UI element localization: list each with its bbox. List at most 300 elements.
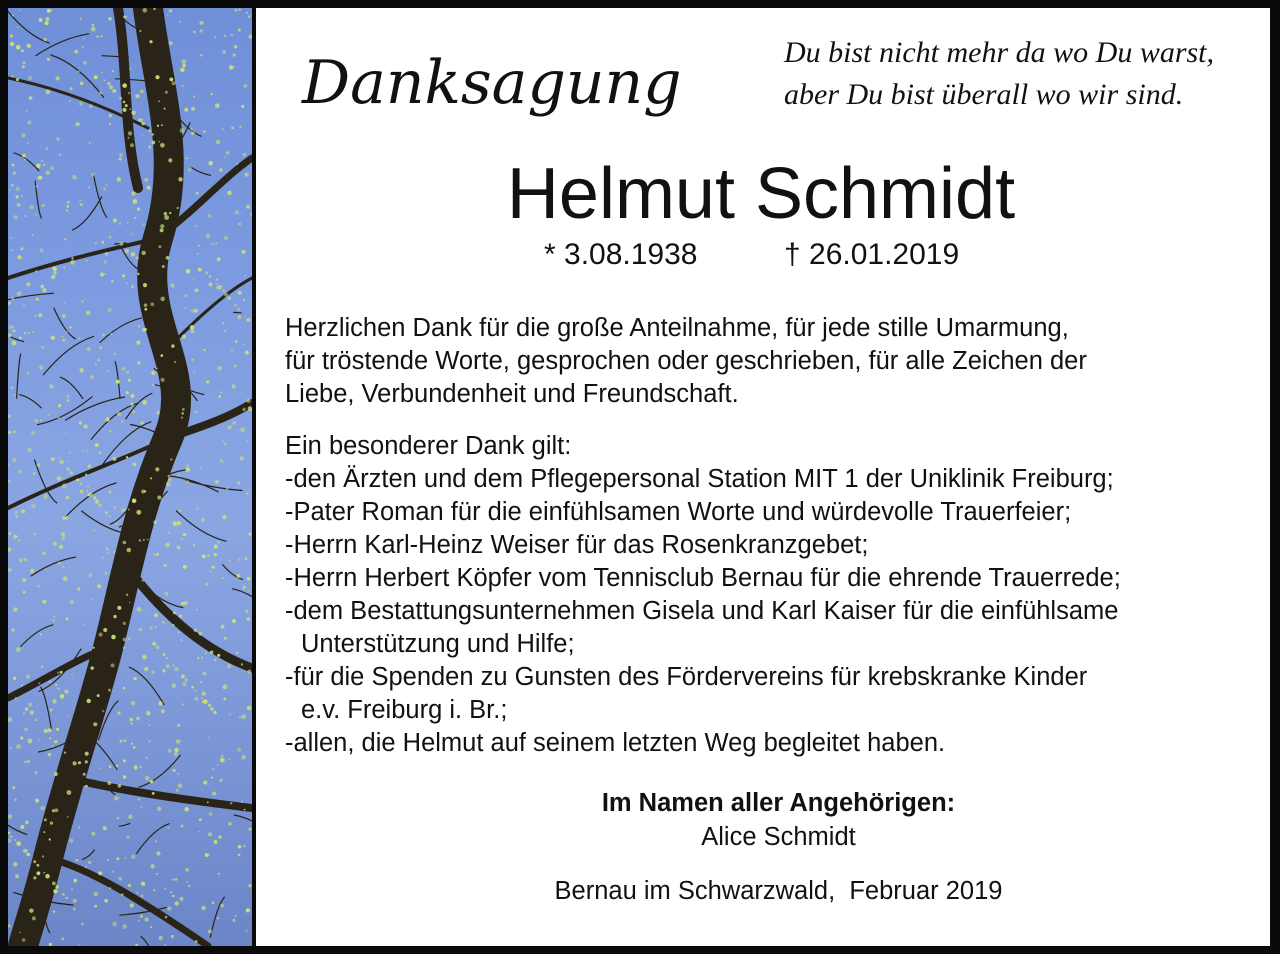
leaf-dot bbox=[196, 192, 199, 195]
leaf-dot bbox=[51, 336, 56, 341]
leaf-dot bbox=[234, 365, 237, 368]
leaf-dot bbox=[27, 760, 30, 763]
tree-twig bbox=[14, 153, 39, 171]
leaf-dot bbox=[209, 275, 212, 278]
leaf-dot bbox=[89, 104, 93, 108]
leaf-dot bbox=[8, 415, 11, 418]
leaf-dot bbox=[162, 653, 165, 656]
leaf-dot bbox=[185, 868, 189, 872]
leaf-dot bbox=[157, 411, 160, 414]
leaf-dot bbox=[143, 539, 145, 541]
leaf-dot bbox=[217, 541, 220, 544]
leaf-dot bbox=[136, 256, 139, 259]
leaf-dot bbox=[241, 801, 243, 803]
tree-branch bbox=[178, 278, 252, 338]
leaf-dot bbox=[24, 332, 26, 334]
leaf-dot bbox=[57, 476, 62, 481]
leaf-dot bbox=[20, 825, 24, 829]
leaf-dot bbox=[127, 548, 132, 553]
leaf-dot bbox=[200, 21, 204, 25]
leaf-dot bbox=[49, 737, 51, 739]
leaf-dot bbox=[31, 431, 35, 435]
leaf-dot bbox=[123, 108, 127, 112]
leaf-dot bbox=[205, 583, 208, 586]
tree-twig bbox=[82, 511, 128, 534]
leaf-dot bbox=[217, 366, 221, 370]
leaf-dot bbox=[41, 346, 44, 349]
leaf-dot bbox=[166, 256, 170, 260]
list-item: -für die Spenden zu Gunsten des Fördervereins für krebskranke Kinder bbox=[285, 663, 1088, 691]
leaf-dot bbox=[46, 147, 49, 150]
leaf-dot bbox=[16, 647, 21, 652]
leaf-dot bbox=[172, 879, 174, 881]
leaf-dot bbox=[62, 537, 66, 541]
leaf-dot bbox=[238, 845, 242, 849]
leaf-dot bbox=[86, 785, 88, 787]
leaf-dot bbox=[52, 620, 54, 622]
leaf-dot bbox=[66, 897, 68, 899]
memorial-quote bbox=[784, 32, 1254, 116]
leaf-dot bbox=[103, 826, 107, 830]
leaf-dot bbox=[243, 845, 245, 847]
leaf-dot bbox=[66, 209, 69, 212]
leaf-dot bbox=[131, 743, 133, 745]
leaf-dot bbox=[103, 628, 107, 632]
leaf-dot bbox=[138, 920, 140, 922]
leaf-dot bbox=[147, 539, 149, 541]
thanks-line: Herzlichen Dank für die große Anteilnahme, für jede stille Umarmung, bbox=[285, 314, 1069, 342]
leaf-dot bbox=[51, 10, 53, 12]
signoff-heading: Im Namen aller Angehörigen: bbox=[601, 789, 956, 817]
leaf-dot bbox=[93, 496, 96, 499]
leaf-dot bbox=[49, 943, 52, 946]
leaf-dot bbox=[196, 508, 198, 510]
leaf-dot bbox=[157, 807, 161, 811]
leaf-dot bbox=[118, 797, 120, 799]
list-item: -dem Bestattungsunternehmen Gisela und Karl Kaiser für die einfühlsame bbox=[285, 597, 1119, 625]
leaf-dot bbox=[231, 349, 233, 351]
tree-branch bbox=[48, 858, 208, 946]
leaf-dot bbox=[40, 248, 44, 252]
leaf-dot bbox=[202, 692, 206, 696]
tree-branch bbox=[8, 238, 158, 278]
leaf-dot bbox=[114, 506, 116, 508]
leaf-dot bbox=[95, 500, 99, 504]
leaf-dot bbox=[198, 268, 202, 272]
leaf-dot bbox=[116, 380, 120, 384]
leaf-dot bbox=[211, 243, 213, 245]
leaf-dot bbox=[142, 579, 145, 582]
leaf-dot bbox=[32, 234, 34, 236]
leaf-dot bbox=[131, 285, 134, 288]
leaf-dot bbox=[246, 205, 250, 209]
leaf-dot bbox=[179, 897, 183, 901]
leaf-dot bbox=[121, 420, 124, 423]
leaf-dot bbox=[67, 201, 70, 204]
leaf-dot bbox=[201, 906, 205, 910]
leaf-dot bbox=[105, 184, 107, 186]
leaf-dot bbox=[218, 873, 220, 875]
thanks-line: Liebe, Verbundenheit und Freundschaft. bbox=[285, 380, 739, 408]
leaf-dot bbox=[50, 709, 53, 712]
leaf-dot bbox=[45, 89, 50, 94]
leaf-dot bbox=[203, 780, 207, 784]
leaf-dot bbox=[234, 915, 236, 917]
leaf-dot bbox=[181, 674, 185, 678]
leaf-dot bbox=[67, 790, 72, 795]
leaf-dot bbox=[62, 893, 65, 896]
leaf-dot bbox=[123, 638, 127, 642]
leaf-dot bbox=[61, 532, 65, 536]
tree-twig bbox=[38, 397, 93, 425]
leaf-dot bbox=[181, 417, 183, 419]
leaf-dot bbox=[39, 739, 41, 741]
leaf-dot bbox=[28, 703, 32, 707]
leaf-dot bbox=[247, 577, 251, 581]
leaf-dot bbox=[122, 274, 125, 277]
leaf-dot bbox=[104, 273, 106, 275]
tree-twig bbox=[21, 625, 53, 647]
leaf-dot bbox=[171, 344, 174, 347]
notice-title: Danksagung bbox=[302, 48, 682, 118]
leaf-dot bbox=[155, 467, 159, 471]
list-item: -Herrn Herbert Köpfer vom Tennisclub Bernau für die ehrende Trauerrede; bbox=[285, 564, 1121, 592]
leaf-dot bbox=[60, 671, 63, 674]
leaf-dot bbox=[220, 904, 224, 908]
leaf-dot bbox=[42, 288, 46, 292]
leaf-dot bbox=[176, 789, 179, 792]
leaf-dot bbox=[83, 424, 87, 428]
leaf-dot bbox=[232, 919, 235, 922]
leaf-dot bbox=[136, 341, 140, 345]
leaf-dot bbox=[130, 903, 134, 907]
leaf-dot bbox=[38, 313, 42, 317]
leaf-dot bbox=[178, 177, 182, 181]
leaf-dot bbox=[12, 341, 17, 346]
leaf-dot bbox=[235, 210, 239, 214]
leaf-dot bbox=[8, 431, 12, 435]
leaf-dot bbox=[73, 908, 76, 911]
leaf-dot bbox=[64, 303, 66, 305]
leaf-dot bbox=[12, 329, 15, 332]
leaf-dot bbox=[109, 515, 111, 517]
leaf-dot bbox=[244, 275, 246, 277]
leaf-dot bbox=[97, 694, 100, 697]
leaf-dot bbox=[227, 664, 231, 668]
leaf-dot bbox=[131, 192, 135, 196]
tree-twig bbox=[170, 476, 219, 492]
leaf-dot bbox=[201, 697, 203, 699]
leaf-dot bbox=[82, 46, 84, 48]
leaf-dot bbox=[185, 294, 188, 297]
leaf-dot bbox=[215, 103, 220, 108]
leaf-dot bbox=[14, 394, 16, 396]
tree-twig bbox=[141, 937, 157, 946]
leaf-dot bbox=[232, 619, 236, 623]
leaf-dot bbox=[186, 480, 189, 483]
leaf-dot bbox=[238, 315, 242, 319]
leaf-dot bbox=[87, 493, 90, 496]
leaf-dot bbox=[70, 471, 74, 475]
leaf-dot bbox=[10, 835, 13, 838]
quote-line-1: Du bist nicht mehr da wo Du warst, bbox=[784, 36, 1215, 69]
leaf-dot bbox=[238, 558, 241, 561]
leaf-dot bbox=[221, 625, 225, 629]
leaf-dot bbox=[201, 657, 203, 659]
leaf-dot bbox=[18, 539, 21, 542]
leaf-dot bbox=[174, 361, 176, 363]
leaf-dot bbox=[179, 614, 182, 617]
leaf-dot bbox=[212, 901, 215, 904]
leaf-dot bbox=[130, 108, 132, 110]
leaf-dot bbox=[24, 558, 27, 561]
leaf-dot bbox=[131, 111, 136, 116]
leaf-dot bbox=[177, 207, 179, 209]
leaf-dot bbox=[217, 654, 220, 657]
leaf-dot bbox=[12, 75, 14, 77]
leaf-dot bbox=[186, 464, 188, 466]
leaf-dot bbox=[87, 486, 89, 488]
leaf-dot bbox=[76, 479, 79, 482]
leaf-dot bbox=[138, 325, 141, 328]
leaf-dot bbox=[29, 96, 33, 100]
leaf-dot bbox=[119, 242, 123, 246]
leaf-dot bbox=[222, 128, 224, 130]
leaf-dot bbox=[94, 905, 97, 908]
leaf-dot bbox=[95, 242, 97, 244]
leaf-dot bbox=[173, 665, 175, 667]
leaf-dot bbox=[238, 308, 240, 310]
tree-twig bbox=[36, 34, 89, 56]
leaf-dot bbox=[23, 713, 25, 715]
leaf-dot bbox=[44, 729, 48, 733]
tree-twig bbox=[66, 483, 117, 517]
leaf-dot bbox=[171, 935, 174, 938]
leaf-dot bbox=[91, 666, 94, 669]
leaf-dot bbox=[8, 839, 12, 843]
leaf-dot bbox=[130, 403, 133, 406]
leaf-dot bbox=[178, 631, 180, 633]
leaf-dot bbox=[236, 163, 238, 165]
leaf-dot bbox=[228, 758, 230, 760]
leaf-dot bbox=[144, 303, 148, 307]
leaf-dot bbox=[112, 871, 114, 873]
leaf-dot bbox=[55, 885, 58, 888]
leaf-dot bbox=[151, 141, 155, 145]
leaf-dot bbox=[106, 417, 110, 421]
leaf-dot bbox=[21, 195, 23, 197]
leaf-dot bbox=[25, 707, 28, 710]
leaf-dot bbox=[43, 38, 46, 41]
leaf-dot bbox=[52, 745, 54, 747]
leaf-dot bbox=[166, 657, 169, 660]
leaf-dot bbox=[109, 236, 112, 239]
leaf-dot bbox=[83, 61, 87, 65]
leaf-dot bbox=[141, 882, 145, 886]
leaf-dot bbox=[111, 635, 116, 640]
leaf-dot bbox=[64, 752, 66, 754]
tree-twig bbox=[176, 511, 226, 541]
leaf-dot bbox=[11, 184, 14, 187]
leaf-dot bbox=[142, 655, 147, 660]
place-and-date: Bernau im Schwarzwald, Februar 2019 bbox=[554, 877, 1003, 905]
leaf-dot bbox=[190, 128, 192, 130]
leaf-dot bbox=[105, 511, 108, 514]
leaf-dot bbox=[41, 160, 43, 162]
leaf-dot bbox=[43, 831, 45, 833]
leaf-dot bbox=[13, 171, 16, 174]
leaf-dot bbox=[164, 945, 166, 947]
leaf-dot bbox=[13, 862, 18, 867]
leaf-dot bbox=[179, 510, 181, 512]
leaf-dot bbox=[78, 71, 80, 73]
leaf-dot bbox=[22, 154, 26, 158]
leaf-dot bbox=[213, 840, 217, 844]
leaf-dot bbox=[91, 27, 96, 32]
leaf-dot bbox=[248, 884, 251, 887]
leaf-dot bbox=[160, 228, 164, 232]
leaf-dot bbox=[15, 511, 19, 515]
leaf-dot bbox=[27, 142, 29, 144]
leaf-dot bbox=[57, 417, 59, 419]
leaf-dot bbox=[81, 923, 84, 926]
leaf-dot bbox=[27, 44, 31, 48]
leaf-dot bbox=[194, 371, 196, 373]
leaf-dot bbox=[246, 318, 251, 323]
leaf-dot bbox=[55, 684, 57, 686]
leaf-dot bbox=[71, 674, 73, 676]
leaf-dot bbox=[138, 798, 140, 800]
leaf-dot bbox=[70, 600, 74, 604]
leaf-dot bbox=[73, 899, 77, 903]
leaf-dot bbox=[59, 545, 63, 549]
leaf-dot bbox=[80, 82, 84, 86]
leaf-dot bbox=[128, 638, 130, 640]
leaf-dot bbox=[35, 270, 37, 272]
leaf-dot bbox=[53, 889, 57, 893]
leaf-dot bbox=[164, 888, 166, 890]
leaf-dot bbox=[179, 21, 181, 23]
tree-twig bbox=[192, 168, 211, 176]
leaf-dot bbox=[59, 460, 64, 465]
leaf-dot bbox=[198, 831, 200, 833]
leaf-dot bbox=[157, 496, 161, 500]
leaf-dot bbox=[142, 223, 145, 226]
leaf-dot bbox=[145, 328, 147, 330]
leaf-dot bbox=[154, 613, 158, 617]
leaf-dot bbox=[160, 143, 165, 148]
leaf-dot bbox=[40, 633, 42, 635]
leaf-dot bbox=[217, 764, 219, 766]
leaf-dot bbox=[158, 701, 162, 705]
leaf-dot bbox=[129, 602, 131, 604]
leaf-dot bbox=[222, 439, 224, 441]
leaf-dot bbox=[111, 663, 115, 667]
leaf-dot bbox=[175, 901, 179, 905]
leaf-dot bbox=[217, 917, 219, 919]
leaf-dot bbox=[110, 333, 112, 335]
leaf-dot bbox=[58, 457, 60, 459]
leaf-dot bbox=[44, 818, 47, 821]
leaf-dot bbox=[125, 104, 128, 107]
leaf-dot bbox=[139, 765, 142, 768]
leaf-dot bbox=[24, 728, 28, 732]
leaf-dot bbox=[219, 168, 223, 172]
leaf-dot bbox=[216, 140, 220, 144]
leaf-dot bbox=[193, 96, 195, 98]
leaf-dot bbox=[32, 331, 34, 333]
leaf-dot bbox=[72, 63, 74, 65]
leaf-dot bbox=[237, 481, 240, 484]
leaf-dot bbox=[160, 224, 164, 228]
leaf-dot bbox=[168, 531, 170, 533]
leaf-dot bbox=[215, 36, 217, 38]
leaf-dot bbox=[148, 145, 151, 148]
leaf-dot bbox=[10, 237, 12, 239]
leaf-dot bbox=[174, 748, 178, 752]
leaf-dot bbox=[16, 78, 19, 81]
leaf-dot bbox=[22, 938, 26, 942]
leaf-dot bbox=[208, 214, 211, 217]
leaf-dot bbox=[33, 472, 36, 475]
leaf-dot bbox=[182, 85, 184, 87]
leaf-dot bbox=[218, 395, 221, 398]
leaf-dot bbox=[87, 699, 91, 703]
leaf-dot bbox=[124, 509, 126, 511]
leaf-dot bbox=[45, 21, 49, 25]
leaf-dot bbox=[246, 399, 250, 403]
leaf-dot bbox=[173, 611, 176, 614]
leaf-dot bbox=[170, 891, 172, 893]
leaf-dot bbox=[242, 408, 246, 412]
leaf-dot bbox=[79, 944, 81, 946]
leaf-dot bbox=[98, 871, 102, 875]
leaf-dot bbox=[141, 806, 143, 808]
leaf-dot bbox=[71, 257, 73, 259]
leaf-dot bbox=[83, 773, 86, 776]
leaf-dot bbox=[54, 740, 57, 743]
leaf-dot bbox=[166, 664, 170, 668]
leaf-dot bbox=[126, 456, 128, 458]
leaf-dot bbox=[24, 159, 26, 161]
leaf-dot bbox=[228, 425, 232, 429]
leaf-dot bbox=[67, 205, 70, 208]
leaf-dot bbox=[11, 249, 13, 251]
leaf-dot bbox=[136, 510, 141, 515]
leaf-dot bbox=[166, 482, 170, 486]
leaf-dot bbox=[205, 853, 209, 857]
leaf-dot bbox=[100, 273, 104, 277]
leaf-dot bbox=[223, 516, 225, 518]
list-item-continuation: Unterstützung und Hilfe; bbox=[301, 630, 575, 658]
leaf-dot bbox=[154, 554, 156, 556]
tree-twig bbox=[66, 397, 125, 420]
leaf-dot bbox=[97, 584, 101, 588]
leaf-dot bbox=[241, 714, 246, 719]
leaf-dot bbox=[156, 645, 160, 649]
tree-twig bbox=[43, 336, 93, 374]
leaf-dot bbox=[161, 709, 165, 713]
leaf-dot bbox=[142, 251, 146, 255]
leaf-dot bbox=[220, 391, 222, 393]
leaf-dot bbox=[89, 142, 91, 144]
leaf-dot bbox=[132, 410, 136, 414]
leaf-dot bbox=[80, 490, 84, 494]
leaf-dot bbox=[53, 615, 55, 617]
leaf-dot bbox=[16, 45, 21, 50]
tree-twig bbox=[234, 815, 252, 828]
leaf-dot bbox=[234, 304, 237, 307]
